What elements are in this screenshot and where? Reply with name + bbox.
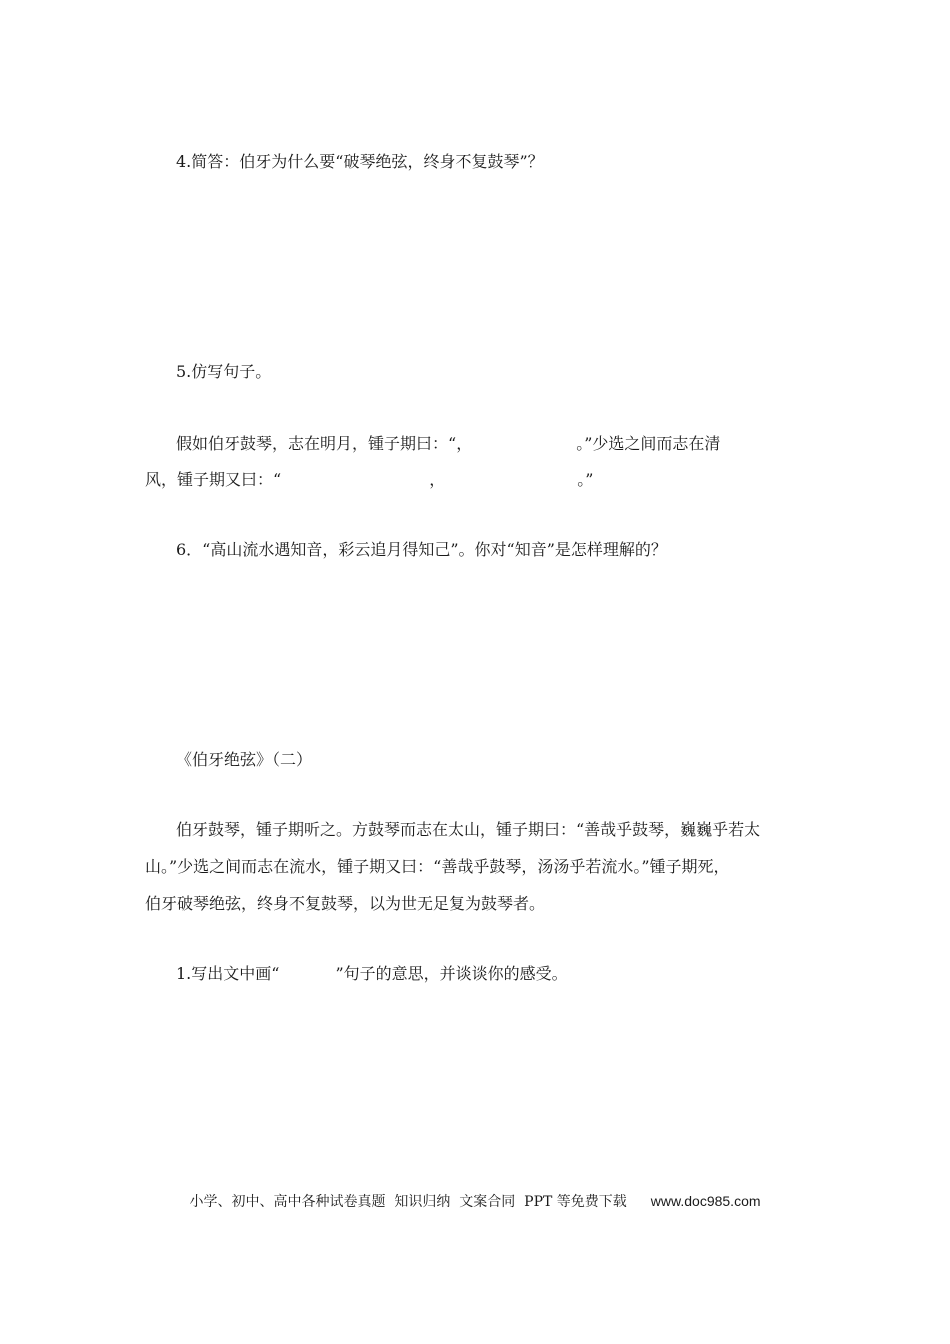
passage-line-1: 伯牙鼓琴，锺子期听之。方鼓琴而志在太山，锺子期曰：“善哉乎鼓琴，巍巍乎若太 — [176, 820, 761, 839]
question-1: 1.写出文中画“ ”句子的意思，并谈谈你的感受。 — [176, 964, 568, 983]
passage-line-2: 山。”少选之间而志在流水，锺子期又曰：“善哉乎鼓琴，汤汤乎若流水。”锺子期死， — [145, 857, 730, 876]
footer-text: 小学、初中、高中各种试卷真题 知识归纳 文案合同 PPT 等免费下载 — [189, 1194, 627, 1210]
question-5: 5.仿写句子。 — [176, 362, 272, 381]
footer — [0, 1191, 950, 1211]
footer-url[interactable]: www.doc985.com — [650, 1193, 761, 1209]
question-6: 6．“高山流水遇知音，彩云追月得知己”。你对“知音”是怎样理解的？ — [176, 540, 667, 559]
section-title: 《伯牙绝弦》（二） — [176, 750, 313, 769]
passage-line-3: 伯牙破琴绝弦，终身不复鼓琴，以为世无足复为鼓琴者。 — [145, 894, 546, 913]
question-5-line-1: 假如伯牙鼓琴，志在明月，锺子期曰：“， 。”少选之间而志在清 — [176, 434, 721, 453]
question-4: 4.简答：伯牙为什么要“破琴绝弦，终身不复鼓琴”？ — [176, 152, 544, 171]
question-5-line-2: 风，锺子期又曰：“ ， 。” — [145, 470, 594, 489]
